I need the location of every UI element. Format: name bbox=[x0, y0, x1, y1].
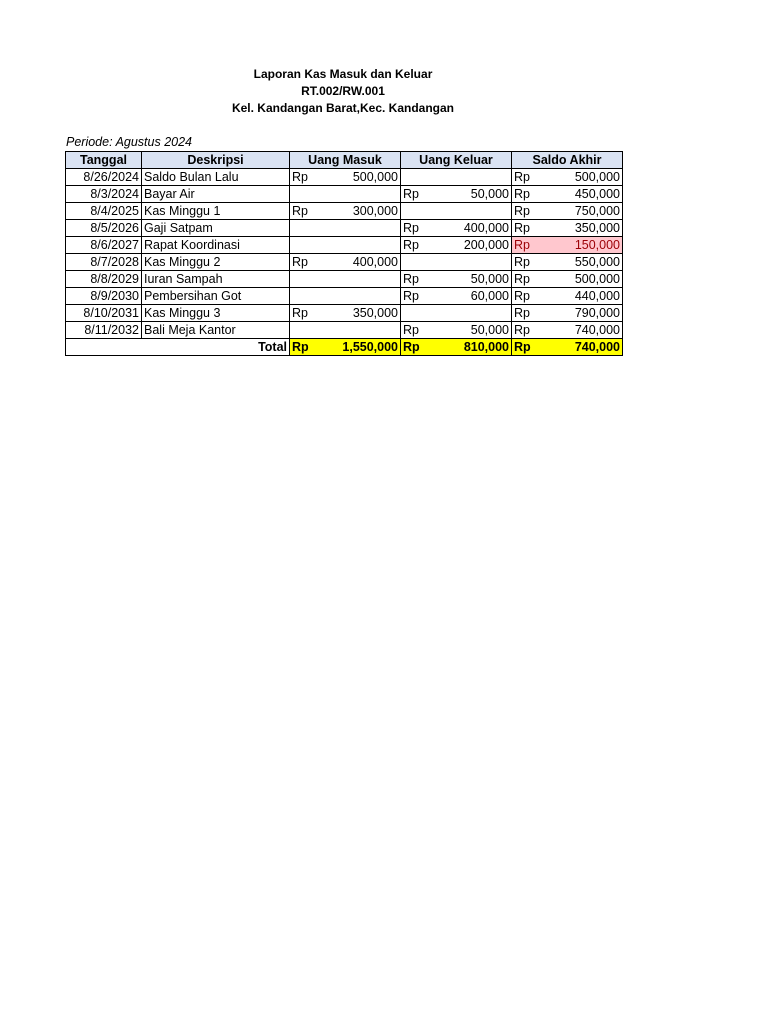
report-title: Laporan Kas Masuk dan Keluar bbox=[253, 67, 433, 81]
currency-symbol: Rp bbox=[403, 238, 419, 252]
cell-uang-keluar bbox=[401, 237, 512, 254]
total-uang-masuk bbox=[290, 339, 401, 356]
table-row bbox=[66, 186, 623, 203]
amount-value: 440,000 bbox=[574, 289, 620, 303]
table-row bbox=[66, 305, 623, 322]
currency-symbol: Rp bbox=[403, 289, 419, 303]
total-saldo-akhir bbox=[512, 339, 623, 356]
cell-date: 8/26/2024 bbox=[66, 169, 142, 186]
cell-saldo-akhir bbox=[512, 186, 623, 203]
cell-date: 8/5/2026 bbox=[66, 220, 142, 237]
currency-symbol: Rp bbox=[514, 238, 530, 252]
cell-uang-masuk bbox=[290, 220, 401, 237]
column-header-saldo-akhir: Saldo Akhir bbox=[512, 152, 623, 169]
amount-value: 740,000 bbox=[574, 340, 620, 354]
cell-date: 8/3/2024 bbox=[66, 186, 142, 203]
amount-value: 790,000 bbox=[574, 306, 620, 320]
cell-date: 8/8/2029 bbox=[66, 271, 142, 288]
table-row bbox=[66, 254, 623, 271]
currency-symbol: Rp bbox=[514, 255, 530, 269]
cell-date: 8/6/2027 bbox=[66, 237, 142, 254]
column-header-uang-masuk: Uang Masuk bbox=[290, 152, 401, 169]
cell-description: Saldo Bulan Lalu bbox=[142, 169, 290, 186]
cell-uang-masuk bbox=[290, 305, 401, 322]
cell-uang-masuk bbox=[290, 203, 401, 220]
cell-uang-masuk bbox=[290, 322, 401, 339]
currency-symbol: Rp bbox=[403, 323, 419, 337]
total-label: Total bbox=[66, 339, 290, 356]
cell-uang-keluar bbox=[401, 271, 512, 288]
amount-value: 60,000 bbox=[470, 289, 509, 303]
amount-value: 500,000 bbox=[574, 170, 620, 184]
table-row bbox=[66, 271, 623, 288]
report-header bbox=[0, 66, 686, 117]
cell-uang-masuk bbox=[290, 237, 401, 254]
column-header-deskripsi: Deskripsi bbox=[142, 152, 290, 169]
currency-symbol: Rp bbox=[514, 272, 530, 286]
cell-uang-keluar bbox=[401, 288, 512, 305]
currency-symbol: Rp bbox=[514, 187, 530, 201]
cell-saldo-akhir bbox=[512, 322, 623, 339]
cell-description: Kas Minggu 3 bbox=[142, 305, 290, 322]
currency-symbol: Rp bbox=[514, 340, 531, 354]
cell-date: 8/7/2028 bbox=[66, 254, 142, 271]
currency-symbol: Rp bbox=[514, 323, 530, 337]
ledger-body bbox=[66, 169, 623, 356]
cell-uang-keluar bbox=[401, 254, 512, 271]
amount-value: 550,000 bbox=[574, 255, 620, 269]
currency-symbol: Rp bbox=[403, 340, 420, 354]
report-period: Periode: Agustus 2024 bbox=[66, 135, 193, 149]
amount-value: 740,000 bbox=[574, 323, 620, 337]
cell-saldo-akhir bbox=[512, 288, 623, 305]
currency-symbol: Rp bbox=[292, 340, 309, 354]
currency-symbol: Rp bbox=[514, 170, 530, 184]
amount-value: 750,000 bbox=[574, 204, 620, 218]
currency-symbol: Rp bbox=[514, 306, 530, 320]
table-row bbox=[66, 203, 623, 220]
cell-description: Bali Meja Kantor bbox=[142, 322, 290, 339]
currency-symbol: Rp bbox=[403, 221, 419, 235]
column-header-tanggal: Tanggal bbox=[66, 152, 142, 169]
cell-saldo-akhir bbox=[512, 237, 623, 254]
cell-uang-keluar bbox=[401, 305, 512, 322]
cell-description: Bayar Air bbox=[142, 186, 290, 203]
amount-value: 1,550,000 bbox=[342, 340, 398, 354]
amount-value: 400,000 bbox=[463, 221, 509, 235]
cell-saldo-akhir bbox=[512, 271, 623, 288]
cell-saldo-akhir bbox=[512, 169, 623, 186]
cash-ledger-table bbox=[65, 151, 623, 356]
currency-symbol: Rp bbox=[292, 306, 308, 320]
cell-saldo-akhir bbox=[512, 203, 623, 220]
cell-description: Pembersihan Got bbox=[142, 288, 290, 305]
currency-symbol: Rp bbox=[514, 204, 530, 218]
cell-uang-masuk bbox=[290, 186, 401, 203]
cell-uang-keluar bbox=[401, 203, 512, 220]
column-header-uang-keluar: Uang Keluar bbox=[401, 152, 512, 169]
cell-description: Rapat Koordinasi bbox=[142, 237, 290, 254]
amount-value: 500,000 bbox=[574, 272, 620, 286]
cell-uang-masuk bbox=[290, 254, 401, 271]
table-row bbox=[66, 220, 623, 237]
cell-uang-keluar bbox=[401, 186, 512, 203]
currency-symbol: Rp bbox=[514, 289, 530, 303]
cell-saldo-akhir bbox=[512, 254, 623, 271]
cell-uang-masuk bbox=[290, 169, 401, 186]
amount-value: 450,000 bbox=[574, 187, 620, 201]
total-uang-keluar bbox=[401, 339, 512, 356]
report-location: Kel. Kandangan Barat,Kec. Kandangan bbox=[231, 101, 455, 115]
cell-uang-masuk bbox=[290, 271, 401, 288]
total-row bbox=[66, 339, 623, 356]
report-subtitle: RT.002/RW.001 bbox=[301, 84, 385, 98]
amount-value: 350,000 bbox=[352, 306, 398, 320]
cell-date: 8/4/2025 bbox=[66, 203, 142, 220]
currency-symbol: Rp bbox=[292, 255, 308, 269]
amount-value: 50,000 bbox=[470, 323, 509, 337]
table-row bbox=[66, 237, 623, 254]
cell-description: Kas Minggu 1 bbox=[142, 203, 290, 220]
table-header-row bbox=[66, 152, 623, 169]
amount-value: 200,000 bbox=[463, 238, 509, 252]
table-row bbox=[66, 169, 623, 186]
cell-date: 8/10/2031 bbox=[66, 305, 142, 322]
cell-description: Gaji Satpam bbox=[142, 220, 290, 237]
amount-value: 50,000 bbox=[470, 272, 509, 286]
cell-uang-keluar bbox=[401, 169, 512, 186]
cell-description: Iuran Sampah bbox=[142, 271, 290, 288]
table-row bbox=[66, 322, 623, 339]
currency-symbol: Rp bbox=[514, 221, 530, 235]
amount-value: 500,000 bbox=[352, 170, 398, 184]
currency-symbol: Rp bbox=[403, 272, 419, 286]
cell-description: Kas Minggu 2 bbox=[142, 254, 290, 271]
cell-uang-keluar bbox=[401, 322, 512, 339]
cell-saldo-akhir bbox=[512, 305, 623, 322]
amount-value: 350,000 bbox=[574, 221, 620, 235]
amount-value: 810,000 bbox=[463, 340, 509, 354]
amount-value: 50,000 bbox=[470, 187, 509, 201]
cell-saldo-akhir bbox=[512, 220, 623, 237]
currency-symbol: Rp bbox=[292, 170, 308, 184]
amount-value: 400,000 bbox=[352, 255, 398, 269]
amount-value: 150,000 bbox=[574, 238, 620, 252]
cell-uang-masuk bbox=[290, 288, 401, 305]
table-row bbox=[66, 288, 623, 305]
currency-symbol: Rp bbox=[292, 204, 308, 218]
cell-date: 8/11/2032 bbox=[66, 322, 142, 339]
amount-value: 300,000 bbox=[352, 204, 398, 218]
cell-date: 8/9/2030 bbox=[66, 288, 142, 305]
currency-symbol: Rp bbox=[403, 187, 419, 201]
cell-uang-keluar bbox=[401, 220, 512, 237]
